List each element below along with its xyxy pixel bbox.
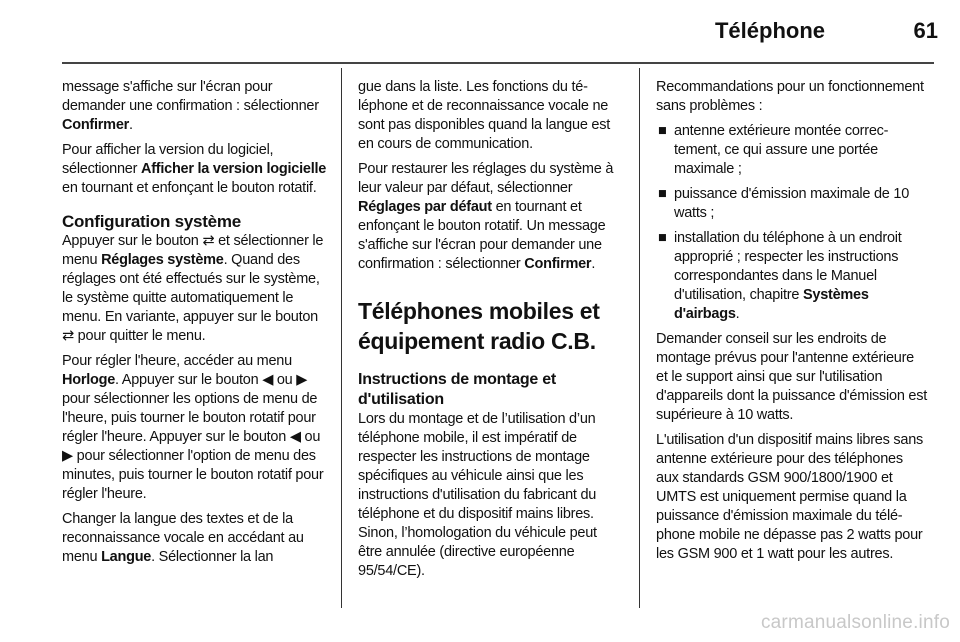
settings-button-icon: ⇄ — [62, 328, 74, 344]
watermark: carmanualsonline.info — [760, 612, 950, 633]
column-3 — [656, 78, 928, 570]
paragraph: message s'affiche sur l'écran pour demander une confirmation : sélectionner Confirmer. — [62, 79, 319, 133]
paragraph: gue dans la liste. Les fonctions du téléphone et de reconnaissance vocale ne sont pas disponibles quand la langue est en cours de communication. — [358, 79, 610, 152]
square-bullet-icon: ■ — [658, 230, 667, 246]
paragraph: Changer la langue des textes et de la reconnaissance vocale en accédant au menu Langue. Sélectionner la lan — [62, 511, 304, 565]
list-item: ■ puissance d'émission maximale de 10 watts ; — [658, 186, 910, 221]
paragraph: Pour restaurer les réglages du système à leur valeur par défaut, sélectionner Réglages par défaut en tournant et enfonçant le bouton rotatif. Un message s'affiche sur l'écran pour demander une confirmation : sélectionner Confirmer. — [358, 161, 614, 272]
square-bullet-icon: ■ — [658, 123, 667, 139]
header-rule — [62, 62, 934, 64]
paragraph: Pour régler l'heure, accéder au menu Horloge. Appuyer sur le bouton ◀ ou ▶ pour sélectionner les options de menu de l'heure, puis tourner le bouton rotatif pour régler l'heure. Appuyer sur le bouton ◀ ou ▶ pour sélectionner l'option de menu des minutes, puis tourner le bouton rotatif pour régler l'heure. — [62, 353, 324, 502]
column-divider — [639, 68, 640, 608]
settings-button-icon: ⇄ — [202, 233, 215, 249]
paragraph: Lors du montage et de l’utilisation d’un téléphone mobile, il est impératif de respecter les instructions de montage spécifiques au véhicule ainsi que les instructions d'utilisation du fabricant du téléphone et du dispositif mains libres. Sinon, l’homologation du véhicule peut être annulée (directive européenne 95/54/CE). — [358, 411, 597, 579]
paragraph: Demander conseil sur les endroits de montage prévus pour l'antenne extérieure et le support ainsi que sur l'utilisation d'appareils dont la puissance d'émission est supérieure à 10 watts. — [656, 331, 928, 423]
paragraph: L'utilisation d'un dispositif mains libres sans antenne extérieure pour des téléphones aux standards GSM 900/1800/1900 et UMTS est uniquement permise quand la puissance d'émission maximale du téléphone mobile ne dépasse pas 2 watts pour les GSM 900 et 1 watt pour les autres. — [656, 432, 924, 562]
column-1 — [62, 78, 328, 573]
paragraph: Pour afficher la version du logiciel, sélectionner Afficher la version logicielle en tournant et enfonçant le bouton rotatif. — [62, 142, 327, 196]
recommendation-list — [656, 122, 928, 324]
column-2 — [358, 78, 624, 587]
left-arrow-icon: ◀ — [289, 429, 301, 445]
page-number: 61 — [913, 18, 938, 43]
paragraph: Appuyer sur le bouton ⇄ et sélectionner le menu Réglages système. Quand des réglages ont été effectués sur le système, le système quitte automatiquement le menu. En variante, appuyer sur le bouton ⇄ pour quitter le menu. — [62, 233, 324, 344]
square-bullet-icon: ■ — [658, 186, 667, 202]
left-arrow-icon: ◀ — [262, 372, 274, 388]
column-divider — [341, 68, 342, 608]
paragraph: Recommandations pour un fonctionnement sans problèmes : — [656, 79, 924, 114]
list-item: ■ antenne extérieure montée correctement, ce qui assure une portée maximale ; — [658, 123, 889, 177]
right-arrow-icon: ▶ — [296, 372, 308, 388]
subsection-heading: Instructions de montage et d'utilisation — [358, 371, 556, 408]
chapter-heading: Téléphones mobiles et équipement radio C.B. — [358, 298, 600, 354]
right-arrow-icon: ▶ — [62, 448, 73, 464]
section-heading: Configuration système — [62, 212, 241, 231]
page-title: Téléphone — [714, 18, 825, 43]
list-item: ■ installation du téléphone à un endroit approprié ; respecter les instructions correspondantes dans le Manuel d'utilisation, chapitre Systèmes d'airbags. — [658, 230, 902, 322]
